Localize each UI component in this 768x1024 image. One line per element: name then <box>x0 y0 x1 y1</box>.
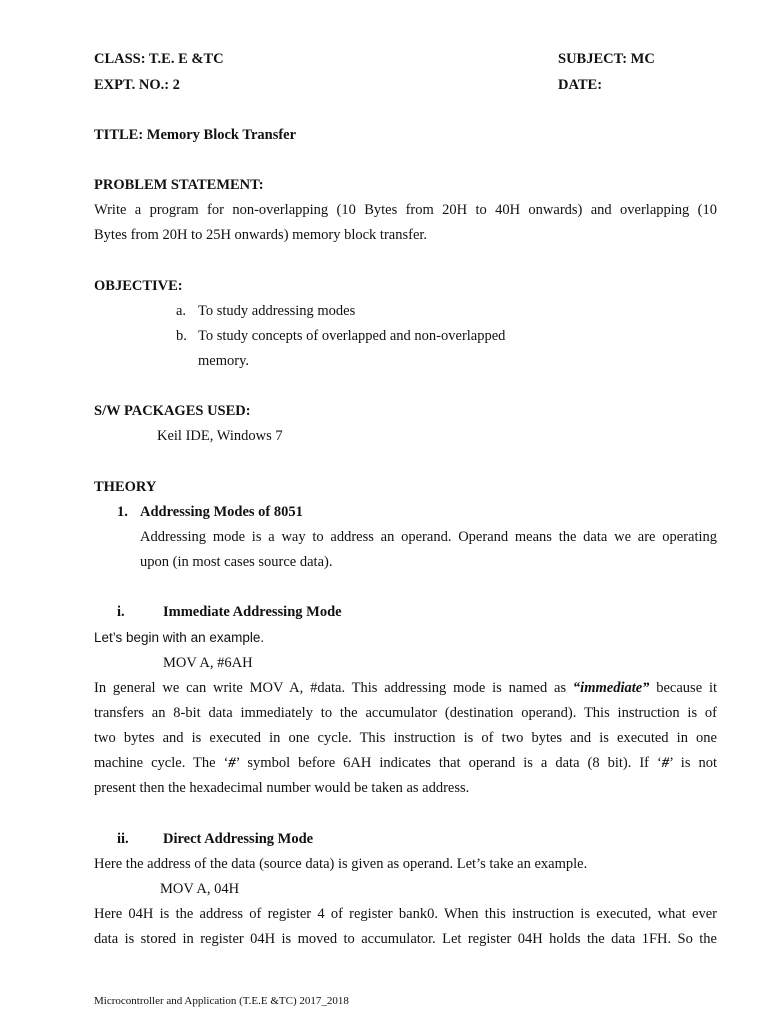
objective-marker-a: a. <box>176 303 187 319</box>
document-title: TITLE: Memory Block Transfer <box>94 127 297 143</box>
immediate-emphasis: “immediate” <box>572 680 650 696</box>
hash-symbol-1: # <box>228 755 236 771</box>
objective-item-a: To study addressing modes <box>198 303 356 319</box>
subsection-i-number: i. <box>117 604 125 620</box>
experiment-number: EXPT. NO.: 2 <box>94 77 180 93</box>
immediate-paragraph-line-3: two bytes and is executed in one cycle. This instruction is of two bytes and is executed in one <box>94 730 717 746</box>
subject-label: SUBJECT: MC <box>558 51 655 67</box>
objective-item-b-continued: memory. <box>198 353 250 369</box>
subsection-ii-title: Direct Addressing Mode <box>163 831 314 847</box>
subsection-ii-number: ii. <box>117 831 129 847</box>
objective-item-b: To study concepts of overlapped and non-overlapped <box>198 328 506 344</box>
code-example-direct: MOV A, 04H <box>160 881 240 897</box>
hash-symbol-2: # <box>661 755 670 771</box>
section-1-line-2: upon (in most cases source data). <box>140 554 333 570</box>
subsection-i-intro: Let’s begin with an example. <box>94 630 265 645</box>
immediate-paragraph-line-4: machine cycle. The ‘#’ symbol before 6AH indicates that operand is a data (8 bit). If ‘#’ is not <box>94 755 717 771</box>
immediate-paragraph-line-2: transfers an 8-bit data immediately to the accumulator (destination operand). This instruction is of <box>94 705 717 721</box>
immediate-paragraph-line-5: present then the hexadecimal number would be taken as address. <box>94 780 470 796</box>
immediate-paragraph-line-1: In general we can write MOV A, #data. This addressing mode is named as “immediate” because it <box>94 680 717 696</box>
sw-packages-value: Keil IDE, Windows 7 <box>157 428 283 444</box>
problem-heading: PROBLEM STATEMENT: <box>94 177 264 193</box>
objective-marker-b: b. <box>176 328 187 344</box>
date-label: DATE: <box>558 77 603 93</box>
direct-paragraph-line-2: Here 04H is the address of register 4 of register bank0. When this instruction is executed, what ever <box>94 906 717 922</box>
objective-heading: OBJECTIVE: <box>94 278 183 294</box>
section-1-number: 1. <box>117 504 128 520</box>
problem-line-1: Write a program for non-overlapping (10 Bytes from 20H to 40H onwards) and overlapping (10 <box>94 202 717 218</box>
section-1-title: Addressing Modes of 8051 <box>140 504 303 520</box>
page-footer: Microcontroller and Application (T.E.E &TC) 2017_2018 <box>94 995 349 1007</box>
theory-heading: THEORY <box>94 479 157 495</box>
problem-line-2: Bytes from 20H to 25H onwards) memory block transfer. <box>94 227 428 243</box>
direct-paragraph-line-1: Here the address of the data (source data) is given as operand. Let’s take an example. <box>94 856 588 872</box>
code-example-immediate: MOV A, #6AH <box>163 655 253 671</box>
subsection-i-title: Immediate Addressing Mode <box>163 604 342 620</box>
direct-paragraph-line-3: data is stored in register 04H is moved to accumulator. Let register 04H holds the data 1FH. So the <box>94 931 717 947</box>
class-label: CLASS: T.E. E &TC <box>94 51 224 67</box>
sw-packages-heading: S/W PACKAGES USED: <box>94 403 251 419</box>
section-1-line-1: Addressing mode is a way to address an operand. Operand means the data we are operating <box>140 529 717 545</box>
